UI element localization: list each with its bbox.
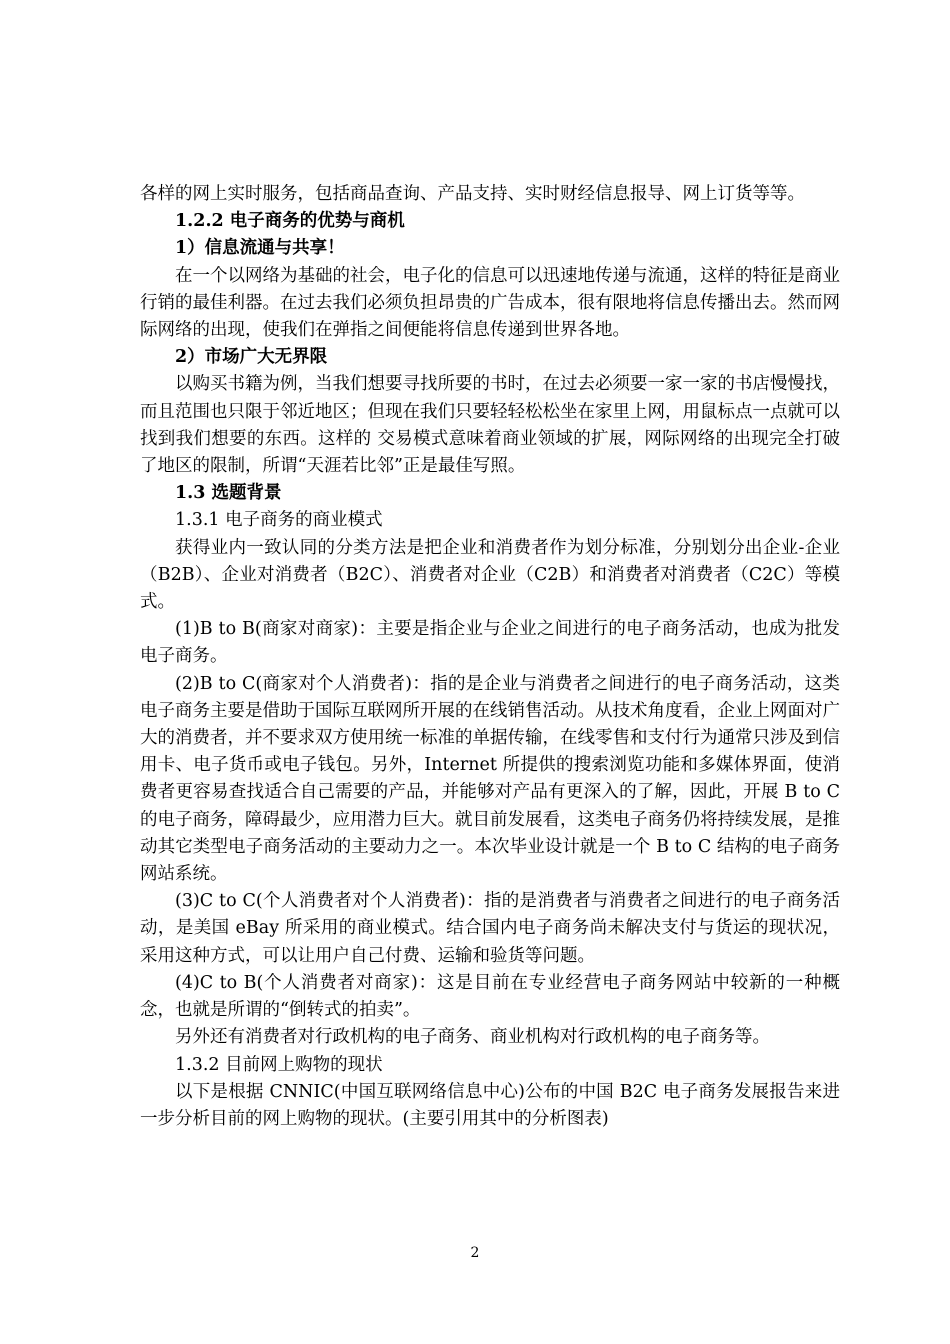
subheading-market: 2）市场广大无界限: [175, 347, 328, 368]
paragraph-continuation: 各样的网上实时服务，包括商品查询、产品支持、实时财经信息报导、网上订货等等。: [140, 184, 805, 204]
document-body: [140, 181, 840, 1133]
paragraph-c2c: (3)C to C(个人消费者对个人消费者)：指的是消费者与消费者之间进行的电子商务活动，是美国 eBay 所采用的商业模式。结合国内电子商务尚未解决支付与货运的现状况，采用这种方式，可以让用户自己付费、运输和验货等问题。: [140, 891, 840, 966]
heading-1-2-2: 1.2.2 电子商务的优势与商机: [175, 211, 405, 232]
heading-1-3-1: 1.3.1 电子商务的商业模式: [175, 510, 383, 531]
paragraph-b2b: (1)B to B(商家对商家)：主要是指企业与企业之间进行的电子商务活动，也成为批发电子商务。: [140, 619, 840, 667]
paragraph-b2c: (2)B to C(商家对个人消费者)：指的是企业与消费者之间进行的电子商务活动，这类电子商务主要是借助于国际互联网所开展的在线销售活动。从技术角度看，企业上网面对广大的消费者，并不要求双方使用统一标准的单据传输，在线零售和支付行为通常只涉及到信用卡、电子货币或电子钱包。另外，Internet 所提供的搜索浏览功能和多媒体界面，使消费者更容易查找适合自己需要的产品，并能够对产品有更深入的了解，因此，开展 B to C 的电子商务，障碍最少，应用潜力巨大。就目前发展看，这类电子商务仍将持续发展，是推动其它类型电子商务活动的主要动力之一。本次毕业设计就是一个 B to C 结构的电子商务网站系统。: [140, 673, 840, 885]
heading-1-3-2: 1.3.2 目前网上购物的现状: [175, 1054, 383, 1075]
paragraph-cnnic: 以下是根据 CNNIC(中国互联网络信息中心)公布的中国 B2C 电子商务发展报告来进一步分析目前的网上购物的现状。(主要引用其中的分析图表): [140, 1081, 840, 1129]
subheading-info-sharing: 1）信息流通与共享！: [175, 238, 345, 259]
paragraph-classification: 获得业内一致认同的分类方法是把企业和消费者作为划分标准，分别划分出企业-企业（B2B）、企业对消费者（B2C）、消费者对企业（C2B）和消费者对消费者（C2C）等模式。: [140, 537, 840, 613]
paragraph-c2b: (4)C to B(个人消费者对商家)：这是目前在专业经营电子商务网站中较新的一种概念，也就是所谓的“倒转式的拍卖”。: [140, 972, 840, 1021]
paragraph-market: 以购买书籍为例，当我们想要寻找所要的书时，在过去必须要一家一家的书店慢慢找，而且范围也只限于邻近地区；但现在我们只要轻轻松松坐在家里上网，用鼠标点一点就可以找到我们想要的东西。这样的 交易模式意味着商业领域的扩展，网际网络的出现完全打破了地区的限制，所谓“天涯若比邻”正是最佳写照。: [140, 374, 840, 477]
paragraph-other-models: 另外还有消费者对行政机构的电子商务、商业机构对行政机构的电子商务等。: [175, 1027, 770, 1048]
heading-1-3: 1.3 选题背景: [175, 483, 282, 504]
page-number: 2: [470, 1245, 480, 1261]
paragraph-info-sharing: 在一个以网络为基础的社会，电子化的信息可以迅速地传递与流通，这样的特征是商业行销的最佳利器。在过去我们必须负担昂贵的广告成本，很有限地将信息传播出去。然而网际网络的出现，使我们在弹指之间便能将信息传递到世界各地。: [140, 265, 840, 341]
